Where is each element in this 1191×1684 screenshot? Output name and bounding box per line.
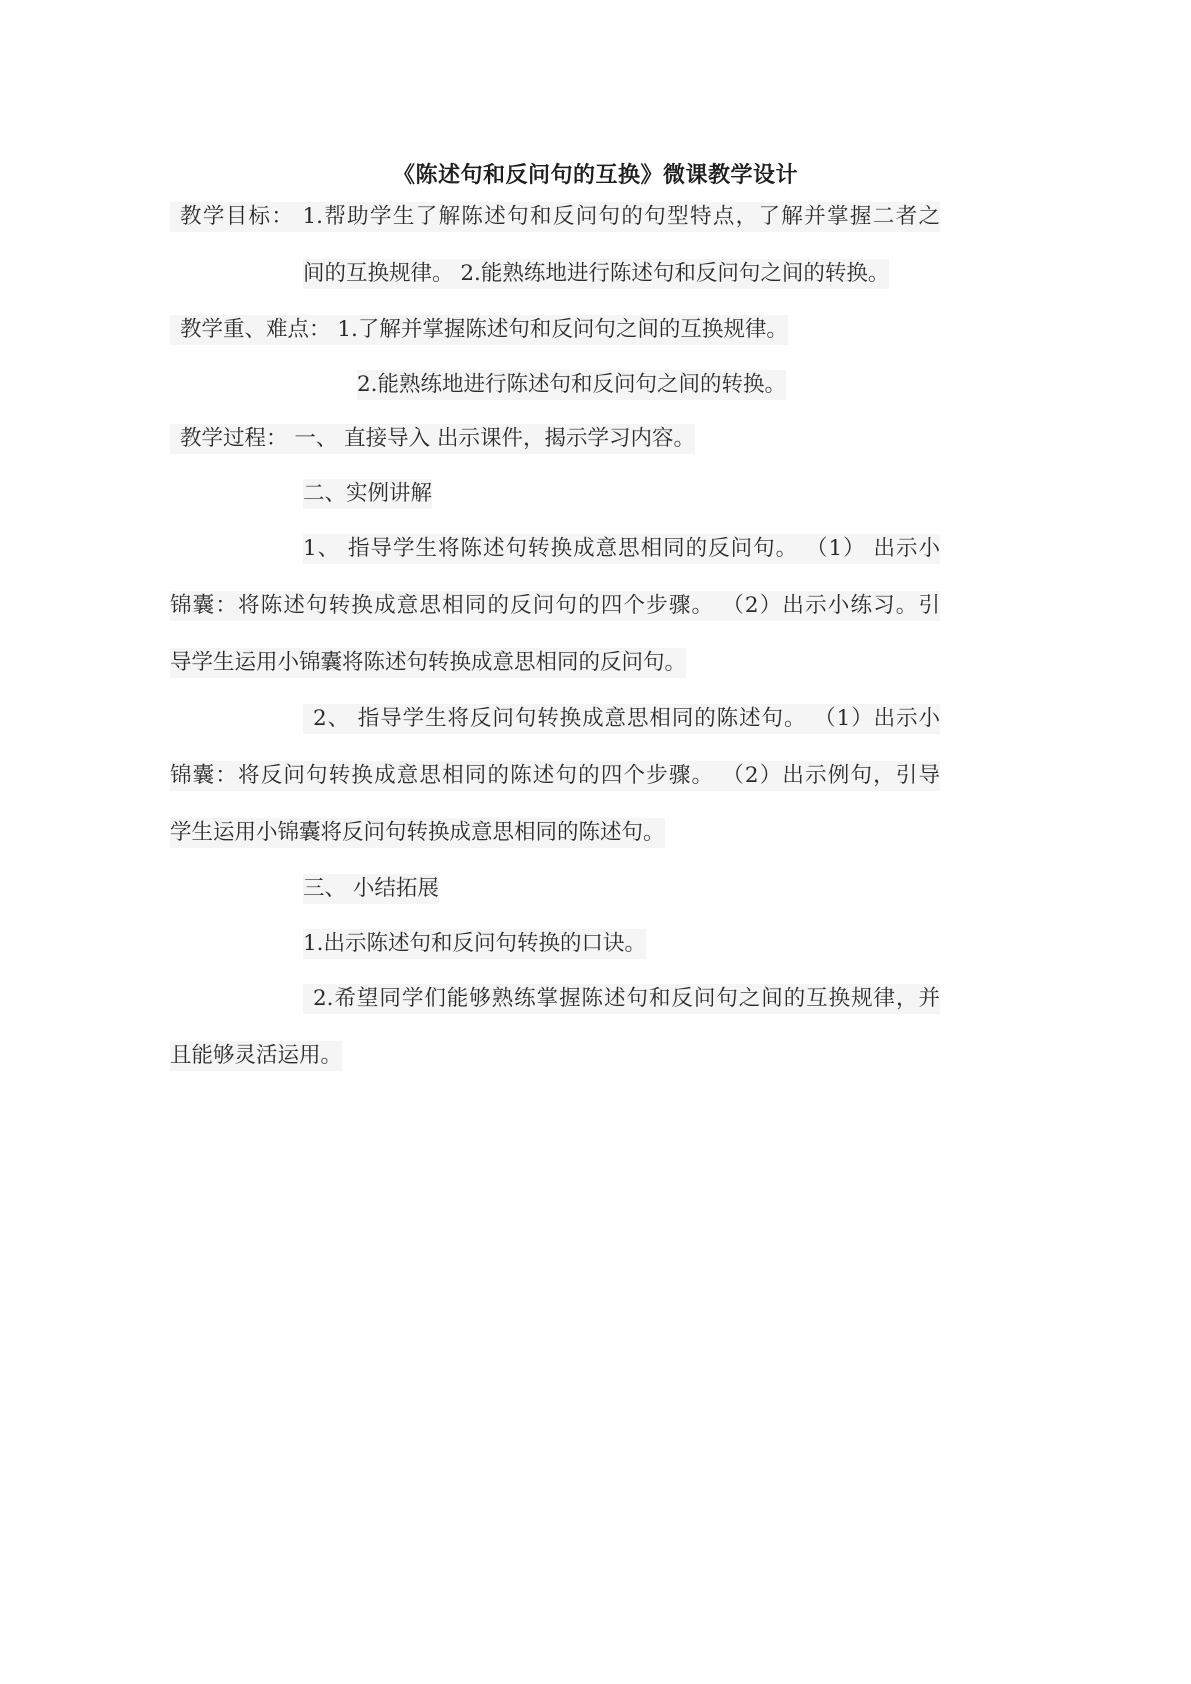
- step-2-line-3: 学生运用小锦囊将反问句转换成意思相同的陈述句。: [170, 818, 665, 848]
- section-3-heading: 三、 小结拓展: [303, 874, 439, 904]
- section-2-heading: 二、实例讲解: [303, 479, 432, 509]
- step-1-line-3: 导学生运用小锦囊将陈述句转换成意思相同的反问句。: [170, 648, 686, 678]
- summary-line-3: 且能够灵活运用。: [170, 1041, 342, 1071]
- key-points-line-1: 教学重、难点： 1.了解并掌握陈述句和反问句之间的互换规律。: [170, 315, 788, 345]
- summary-line-1: 1.出示陈述句和反问句转换的口诀。: [303, 929, 646, 959]
- summary-line-2: 2.希望同学们能够熟练掌握陈述句和反问句之间的互换规律，并: [303, 984, 940, 1014]
- process-line-1: 教学过程： 一、 直接导入 出示课件，揭示学习内容。: [170, 424, 695, 454]
- objective-line-2: 间的互换规律。 2.能熟练地进行陈述句和反问句之间的转换。: [303, 259, 889, 289]
- document-title: 《陈述句和反问句的互换》微课教学设计: [392, 162, 798, 188]
- key-points-line-2: 2.能熟练地进行陈述句和反问句之间的转换。: [357, 370, 786, 400]
- step-1-line-2: 锦囊：将陈述句转换成意思相同的反问句的四个步骤。 （2）出示小练习。引: [170, 591, 940, 621]
- step-2-line-2: 锦囊：将反问句转换成意思相同的陈述句的四个步骤。 （2）出示例句，引导: [170, 761, 940, 791]
- objective-line-1: 教学目标： 1.帮助学生了解陈述句和反问句的句型特点，了解并掌握二者之: [170, 202, 940, 232]
- step-2-line-1: 2、 指导学生将反问句转换成意思相同的陈述句。 （1）出示小: [303, 704, 940, 734]
- step-1-line-1: 1、 指导学生将陈述句转换成意思相同的反问句。 （1） 出示小: [303, 534, 940, 564]
